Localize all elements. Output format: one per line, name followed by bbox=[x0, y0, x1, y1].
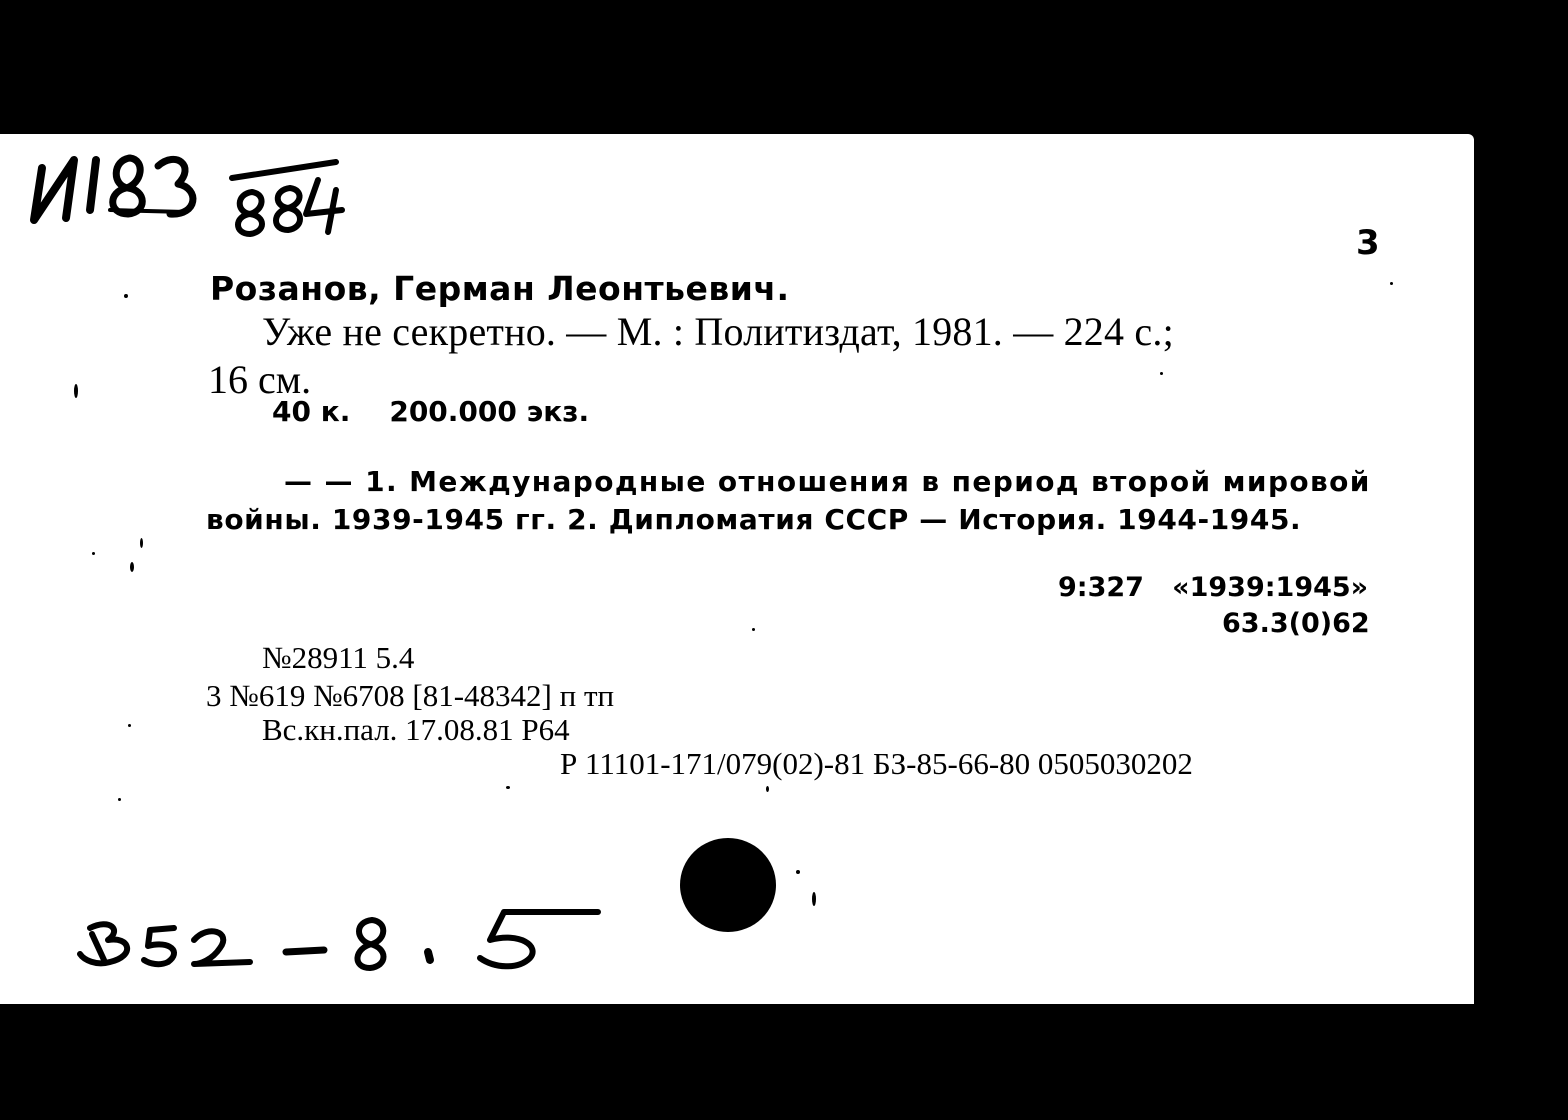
order-number: №28911 5.4 bbox=[262, 640, 415, 675]
scan-speck bbox=[74, 384, 78, 398]
classification-code-2: 63.3(0)62 bbox=[1222, 608, 1370, 639]
price-and-print-run: 40 к. 200.000 экз. bbox=[272, 395, 590, 428]
scan-speck bbox=[118, 798, 121, 801]
scan-speck bbox=[796, 870, 800, 874]
scan-speck bbox=[766, 786, 769, 792]
print-info: 3 №619 №6708 [81-48342] п тп bbox=[206, 678, 615, 713]
scan-speck bbox=[506, 786, 510, 789]
author-heading: Розанов, Герман Леонтьевич. bbox=[210, 269, 790, 308]
subjects-line-1: — — 1. Международные отношения в период второй мировой bbox=[284, 465, 1371, 498]
classification-code-1: 9:327 «1939:1945» bbox=[1058, 572, 1369, 603]
scan-speck bbox=[812, 892, 816, 906]
scan-speck bbox=[124, 294, 128, 298]
scan-speck bbox=[130, 562, 134, 572]
card-number: 3 bbox=[1356, 223, 1380, 263]
scan-speck bbox=[92, 552, 95, 555]
subjects-line-2: войны. 1939-1945 гг. 2. Дипломатия СССР — История. 1944-1945. bbox=[206, 503, 1302, 536]
title-line-2: 16 см. bbox=[208, 357, 312, 402]
book-chamber-info: Вс.кн.пал. 17.08.81 Р64 bbox=[262, 712, 570, 747]
scan-speck bbox=[128, 724, 131, 727]
publication-index-line: Р 11101-171/079(02)-81 БЗ-85-66-80 0505030202 bbox=[560, 746, 1193, 781]
scan-speck bbox=[1390, 282, 1393, 285]
scan-speck bbox=[1160, 372, 1163, 375]
scan-speck bbox=[752, 628, 755, 631]
title-line-1: Уже не секретно. — М. : Политиздат, 1981. — 224 с.; bbox=[262, 309, 1174, 354]
scan-speck bbox=[140, 538, 143, 548]
